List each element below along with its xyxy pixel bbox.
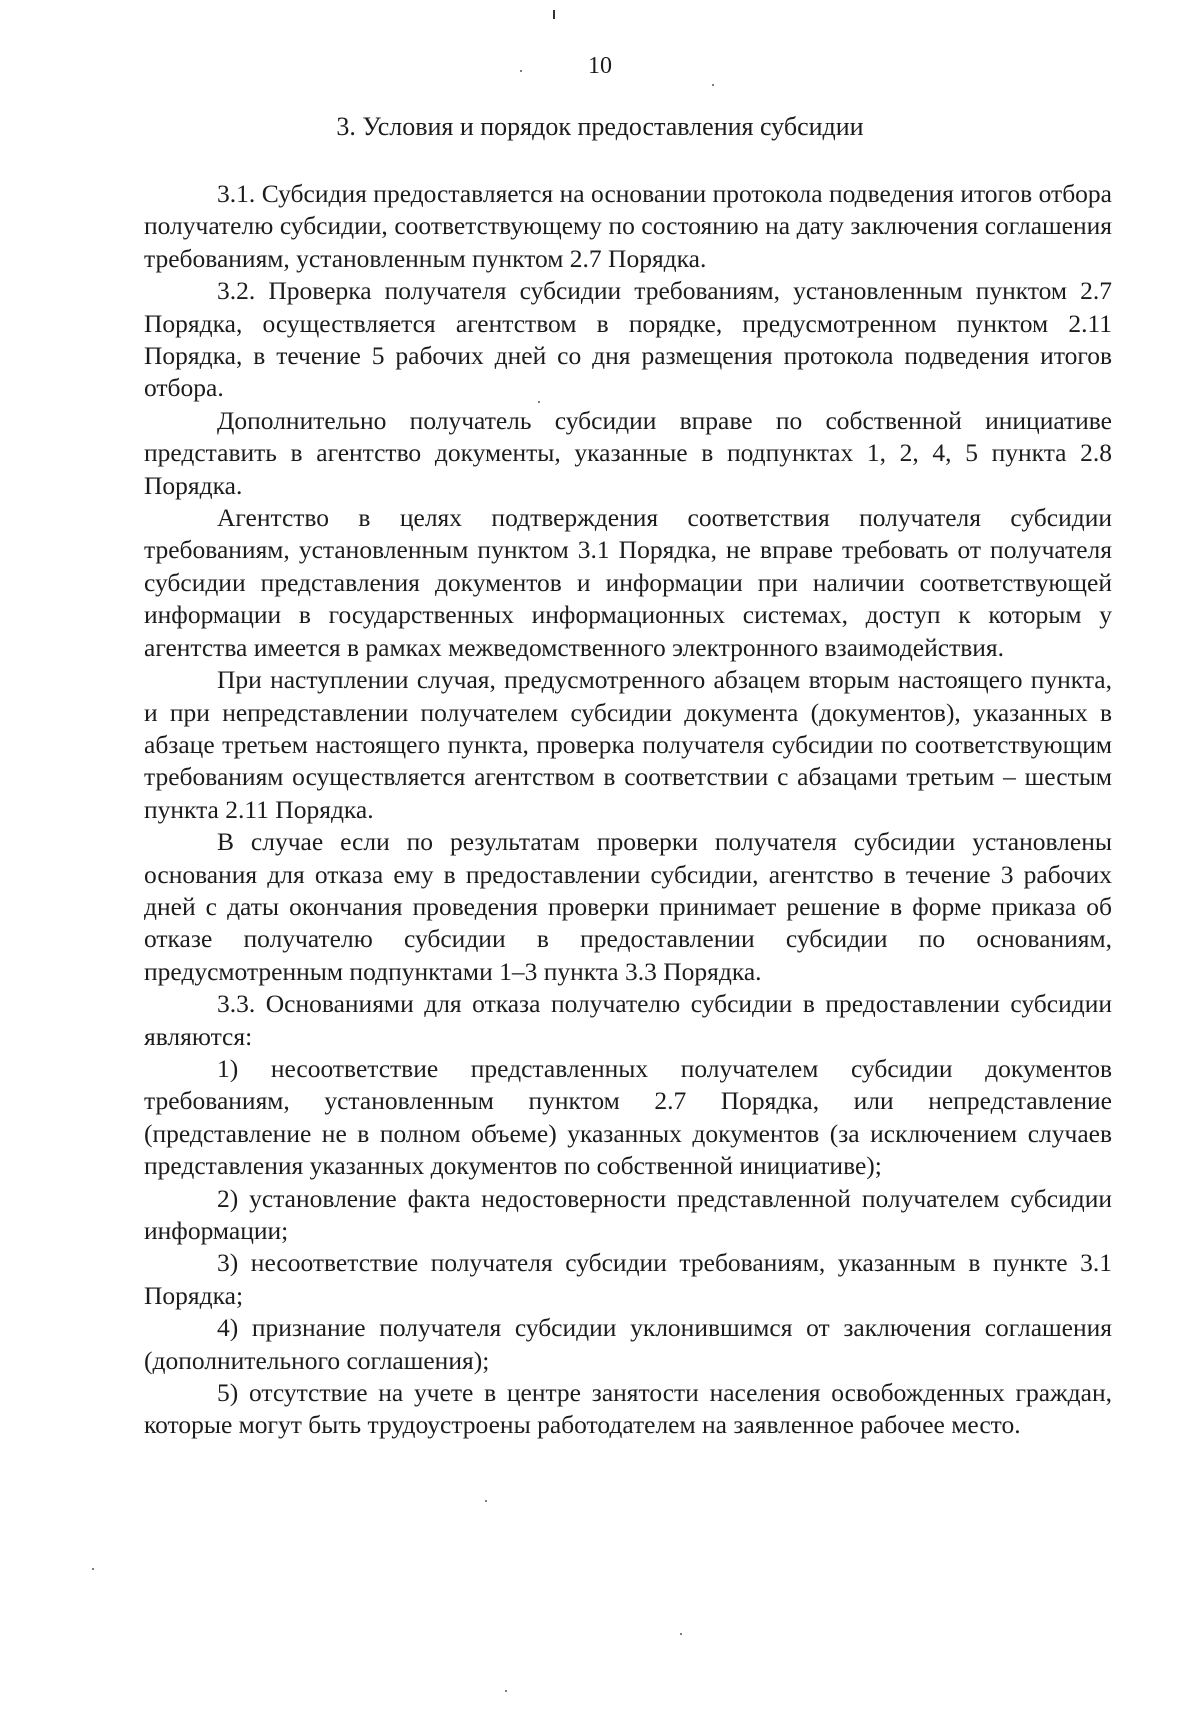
paragraph-3-1: 3.1. Субсидия предоставляется на основании протокола подведения итогов отбора получателю субсидии, соответствующему по состоянию на дату заключения соглашения требованиям, установленным пунктом 2.7 Порядка. [144,179,1112,273]
paragraph-3-2: 3.2. Проверка получателя субсидии требованиям, установленным пунктом 2.7 Порядка, осуществляется агентством в порядке, предусмотренном пунктом 2.11 Порядка, в течение 5 рабочих дней со дня размещения протокола подведения итогов отбора. [144,276,1112,403]
scan-artifact [485,1500,487,1502]
list-item-1: 1) несоответствие представленных получателем субсидии документов требованиям, установленным пунктом 2.7 Порядка, или непредставление (представление не в полном объеме) указанных документов (за исключением случаев представления указанных документов по собственной инициативе); [144,1053,1112,1181]
paragraph-3-3: 3.3. Основаниями для отказа получателю субсидии в предоставлении субсидии являются: [144,989,1112,1051]
scan-artifact [92,1568,94,1570]
paragraph-refusal-decision: В случае если по результатам проверки получателя субсидии установлены основания для отказа ему в предоставлении субсидии, агентство в течение 3 рабочих дней с даты окончания проведения проверки принимает решение в форме приказа об отказе получателю субсидии в предоставлении субсидии по основаниям, предусмотренным подпунктами 1–3 пункта 3.3 Порядка. [144,827,1112,986]
list-item-2: 2) установление факта недостоверности представленной получателем субсидии информации; [144,1183,1112,1245]
paragraph-non-submission: При наступлении случая, предусмотренного абзацем вторым настоящего пункта, и при непредставлении получателем субсидии документа (документов), указанных в абзаце третьем настоящего пункта, проверка получателя субсидии по соответствующим требованиям осуществляется агентством в соответствии с абзацами третьим – шестым пункта 2.11 Порядка. [144,665,1112,824]
section-title: 3. Условия и порядок предоставления субсидии [336,112,864,141]
list-item-4: 4) признание получателя субсидии уклонившимся от заключения соглашения (дополнительного соглашения); [144,1313,1112,1375]
scan-artifact [712,84,714,86]
list-item-5: 5) отсутствие на учете в центре занятости населения освобожденных граждан, которые могут быть трудоустроены работодателем на заявленное рабочее место. [144,1378,1112,1440]
paragraph-additional-documents: Дополнительно получатель субсидии вправе по собственной инициативе представить в агентство документы, указанные в подпунктах 1, 2, 4, 5 пункта 2.8 Порядка. [144,405,1112,500]
scan-artifact [505,1690,507,1692]
document-body [144,178,1112,1442]
scan-artifact [680,1633,682,1635]
scan-artifact [538,401,540,403]
scan-artifact [553,10,555,19]
page-number: 10 [588,53,612,79]
paragraph-agency-verification: Агентство в целях подтверждения соответствия получателя субсидии требованиям, установленным пунктом 3.1 Порядка, не вправе требовать от получателя субсидии представления документов и информации при наличии соответствующей информации в государственных информационных системах, доступ к которым у агентства имеется в рамках межведомственного электронного взаимодействия. [144,503,1112,662]
scan-artifact [520,70,522,72]
list-item-3: 3) несоответствие получателя субсидии требованиям, указанным в пункте 3.1 Порядка; [144,1248,1112,1310]
